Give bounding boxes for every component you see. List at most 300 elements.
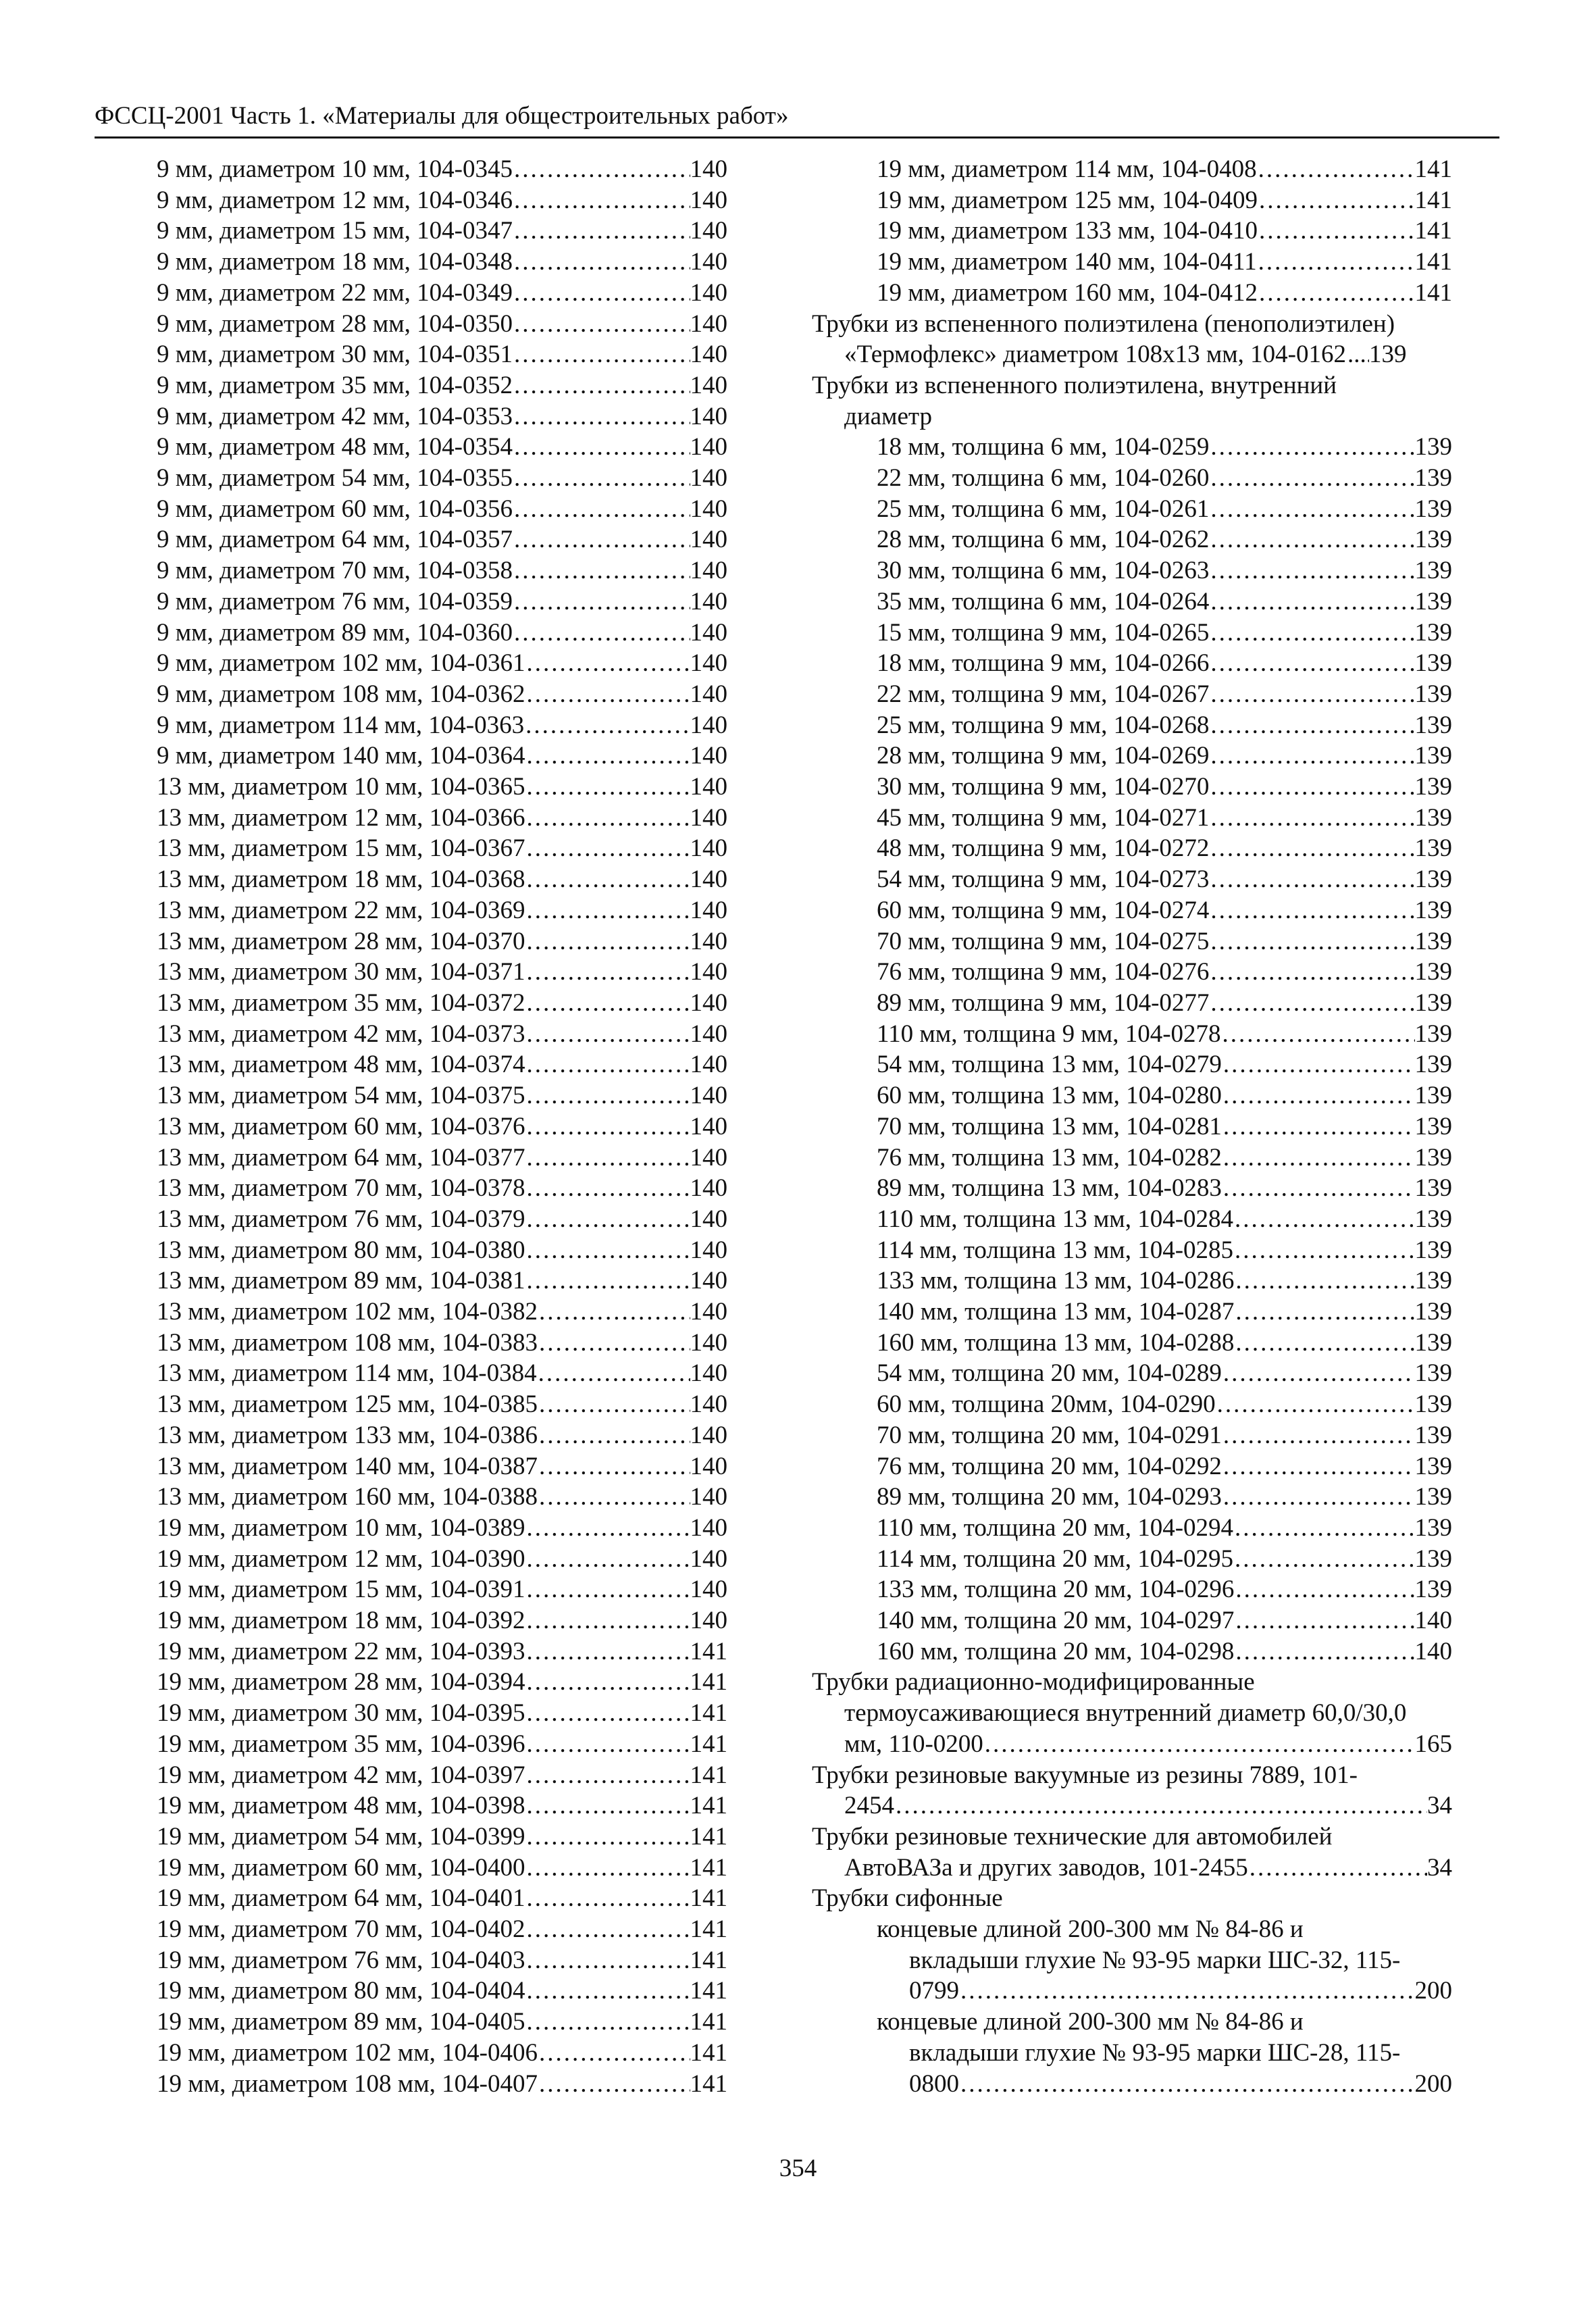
index-column-left (157, 154, 727, 2099)
entry-label: 9 мм, диаметром 22 мм, 104-0349 (157, 278, 513, 307)
index-entry (812, 1420, 1452, 1451)
dot-leader (1234, 1574, 1414, 1605)
dot-leader (1209, 586, 1414, 618)
entry-label: «Термофлекс» диаметром 108х13 мм, 104-0162 (844, 341, 1346, 369)
index-entry (157, 1729, 727, 1760)
dot-leader (1222, 1358, 1415, 1389)
entry-label: 13 мм, диаметром 89 мм, 104-0381 (157, 1267, 525, 1295)
entry-page: 141 (690, 1699, 727, 1728)
dot-leader (525, 1667, 690, 1698)
dot-leader (1209, 494, 1414, 525)
entry-page: 34 (1427, 1853, 1452, 1882)
dot-leader (1258, 185, 1415, 216)
entry-page: 140 (690, 1112, 727, 1140)
entry-page: 140 (690, 402, 727, 430)
index-entry (812, 618, 1452, 649)
entry-page: 139 (1414, 1544, 1452, 1573)
entry-page: 141 (690, 1977, 727, 2005)
entry-label: 60 мм, толщина 9 мм, 104-0274 (877, 896, 1210, 924)
index-entry (157, 494, 727, 525)
entry-page: 139 (1414, 433, 1452, 461)
dot-leader (525, 803, 690, 834)
entry-page: 141 (690, 1792, 727, 1820)
entry-label: 15 мм, толщина 9 мм, 104-0265 (877, 618, 1210, 647)
dot-leader (525, 1790, 690, 1821)
entry-page: 140 (690, 1390, 727, 1419)
dot-leader (513, 309, 690, 340)
index-entry (812, 710, 1452, 741)
entry-page: 140 (690, 587, 727, 615)
entry-page: 140 (1414, 1637, 1452, 1665)
index-entry (157, 833, 727, 864)
entry-label: 30 мм, толщина 9 мм, 104-0270 (877, 773, 1210, 801)
dot-leader (513, 216, 690, 247)
dot-leader (525, 1698, 690, 1729)
index-entry (157, 1513, 727, 1544)
entry-page: 141 (690, 1853, 727, 1882)
index-entry (812, 1853, 1452, 1884)
dot-leader (1233, 1204, 1414, 1235)
entry-page: 140 (690, 1452, 727, 1480)
dot-leader (538, 2038, 690, 2069)
entry-label: 70 мм, толщина 20 мм, 104-0291 (877, 1421, 1222, 1449)
entry-page: 139 (1414, 958, 1452, 986)
dot-leader (1257, 154, 1415, 185)
index-entry (812, 1636, 1452, 1667)
index-entry (812, 1265, 1452, 1297)
entry-page: 140 (690, 309, 727, 338)
entry-label: 9 мм, диаметром 10 мм, 104-0345 (157, 155, 513, 183)
index-entry (812, 1729, 1452, 1760)
dot-leader (513, 524, 690, 555)
entry-label: 48 мм, толщина 9 мм, 104-0272 (877, 834, 1210, 863)
entry-page: 140 (690, 1020, 727, 1048)
entry-page: 200 (1414, 1977, 1452, 2005)
dot-leader (525, 1513, 690, 1544)
entry-label: 160 мм, толщина 20 мм, 104-0298 (877, 1637, 1235, 1665)
index-entry (812, 864, 1452, 895)
entry-label: 9 мм, диаметром 108 мм, 104-0362 (157, 680, 525, 708)
entry-label: 70 мм, толщина 13 мм, 104-0281 (877, 1112, 1222, 1140)
index-entry (812, 1451, 1452, 1482)
index-entry (157, 1265, 727, 1297)
entry-page: 140 (690, 186, 727, 214)
dot-leader (1222, 1482, 1415, 1513)
entry-page: 139 (1414, 495, 1452, 523)
entry-label: 140 мм, толщина 13 мм, 104-0287 (877, 1298, 1235, 1326)
index-entry (812, 1049, 1452, 1080)
entry-page: 140 (690, 988, 727, 1017)
dot-leader (525, 1976, 690, 2007)
dot-leader (525, 1019, 690, 1050)
index-entry (812, 1574, 1452, 1605)
dot-leader (525, 1574, 690, 1605)
entry-label: 9 мм, диаметром 28 мм, 104-0350 (157, 309, 513, 338)
entry-label: 9 мм, диаметром 140 мм, 104-0364 (157, 742, 525, 770)
index-entry (812, 586, 1452, 618)
entry-page: 140 (690, 557, 727, 585)
dot-leader (525, 1111, 690, 1142)
entry-page: 140 (690, 834, 727, 863)
entry-label: 9 мм, диаметром 30 мм, 104-0351 (157, 341, 513, 369)
entry-page: 140 (690, 1298, 727, 1326)
entry-page: 139 (1414, 618, 1452, 647)
index-entry (812, 216, 1452, 247)
dot-leader (1209, 833, 1414, 864)
index-entry (157, 1420, 727, 1451)
entry-label: 19 мм, диаметром 140 мм, 104-0411 (877, 248, 1257, 276)
entry-page: 141 (1414, 217, 1452, 245)
dot-leader (525, 679, 690, 710)
entry-page: 139 (1414, 773, 1452, 801)
dot-leader (1209, 679, 1414, 710)
entry-page: 139 (1414, 1112, 1452, 1140)
entry-label: 13 мм, диаметром 42 мм, 104-0373 (157, 1020, 525, 1048)
dot-leader (1222, 1049, 1415, 1080)
entry-label: 114 мм, толщина 20 мм, 104-0295 (877, 1544, 1234, 1573)
entry-label: 19 мм, диаметром 76 мм, 104-0403 (157, 1946, 525, 1974)
entry-label: 13 мм, диаметром 114 мм, 104-0384 (157, 1359, 537, 1388)
index-entry (812, 555, 1452, 586)
index-entry (157, 988, 727, 1019)
entry-label: 76 мм, толщина 13 мм, 104-0282 (877, 1143, 1222, 1172)
dot-leader (538, 1328, 690, 1359)
entry-label: 0799 (909, 1977, 959, 2005)
dot-leader (538, 1389, 690, 1420)
entry-label: 19 мм, диаметром 12 мм, 104-0390 (157, 1544, 525, 1573)
index-entry (157, 1574, 727, 1605)
index-entry (157, 1821, 727, 1853)
dot-leader (513, 432, 690, 463)
dot-leader (894, 1790, 1427, 1821)
page-number: 354 (779, 2155, 817, 2182)
dot-leader (538, 1451, 690, 1482)
index-entry (157, 1883, 727, 1914)
dot-leader (525, 957, 690, 988)
index-entry (812, 1790, 1452, 1821)
entry-label: 45 мм, толщина 9 мм, 104-0271 (877, 803, 1210, 832)
index-entry (812, 1513, 1452, 1544)
dot-leader (525, 1142, 690, 1174)
index-entry (157, 740, 727, 772)
index-entry (157, 432, 727, 463)
entry-label: 19 мм, диаметром 28 мм, 104-0394 (157, 1668, 525, 1696)
index-entry (812, 1605, 1452, 1636)
entry-page: 139 (1414, 711, 1452, 739)
dot-leader (513, 247, 690, 278)
index-heading: Трубки резиновые технические для автомобилей (812, 1822, 1333, 1851)
entry-label: 76 мм, толщина 9 мм, 104-0276 (877, 958, 1210, 986)
entry-label: 25 мм, толщина 9 мм, 104-0268 (877, 711, 1210, 739)
dot-leader (513, 401, 690, 432)
index-entry (157, 1173, 727, 1204)
entry-label: 13 мм, диаметром 76 мм, 104-0379 (157, 1205, 525, 1233)
index-entry (812, 988, 1452, 1019)
entry-label: 114 мм, толщина 13 мм, 104-0285 (877, 1236, 1234, 1264)
dot-leader (1258, 278, 1415, 309)
entry-label: 133 мм, толщина 20 мм, 104-0296 (877, 1576, 1235, 1604)
dot-leader (525, 1204, 690, 1235)
entry-label: 110 мм, толщина 9 мм, 104-0278 (877, 1020, 1221, 1048)
index-heading: термоусаживающиеся внутренний диаметр 60,0/30,0 (844, 1699, 1407, 1728)
entry-label: 110 мм, толщина 13 мм, 104-0284 (877, 1205, 1234, 1233)
entry-page: 140 (690, 618, 727, 647)
index-entry (157, 1049, 727, 1080)
entry-page: 140 (690, 371, 727, 399)
entry-page: 140 (690, 1082, 727, 1110)
entry-page: 139 (1414, 1359, 1452, 1388)
index-heading: диаметр (844, 402, 933, 430)
entry-page: 141 (690, 1668, 727, 1696)
entry-label: 9 мм, диаметром 54 мм, 104-0355 (157, 464, 513, 493)
entry-page: 139 (1414, 1298, 1452, 1326)
dot-leader (1248, 1853, 1427, 1884)
entry-label: 133 мм, толщина 13 мм, 104-0286 (877, 1267, 1235, 1295)
entry-page: 139 (1414, 1143, 1452, 1172)
entry-page: 140 (690, 1143, 727, 1172)
index-entry (157, 648, 727, 679)
entry-page: 140 (690, 803, 727, 832)
entry-label: 19 мм, диаметром 10 мм, 104-0389 (157, 1513, 525, 1542)
dot-leader (513, 586, 690, 618)
entry-label: 13 мм, диаметром 15 мм, 104-0367 (157, 834, 525, 863)
index-entry (812, 740, 1452, 772)
index-entry (157, 957, 727, 988)
index-entry (157, 586, 727, 618)
entry-page: 140 (690, 896, 727, 924)
index-entry (812, 1111, 1452, 1142)
entry-page: 141 (690, 2038, 727, 2067)
entry-page: 139 (1414, 1020, 1452, 1048)
entry-page: 140 (690, 1236, 727, 1264)
dot-leader (525, 2007, 690, 2038)
entry-page: 139 (1414, 680, 1452, 708)
entry-label: 76 мм, толщина 20 мм, 104-0292 (877, 1452, 1222, 1480)
entry-label: 9 мм, диаметром 18 мм, 104-0348 (157, 248, 513, 276)
index-entry (812, 1019, 1452, 1050)
entry-page: 139 (1414, 1421, 1452, 1449)
index-entry (157, 1111, 727, 1142)
entry-page: 34 (1427, 1792, 1452, 1820)
dot-leader (1209, 957, 1414, 988)
index-entry (157, 2069, 727, 2100)
dot-leader (1209, 524, 1414, 555)
index-entry (157, 154, 727, 185)
entry-label: 28 мм, толщина 9 мм, 104-0269 (877, 742, 1210, 770)
entry-page: 141 (690, 1822, 727, 1851)
entry-page: 140 (690, 680, 727, 708)
entry-label: 9 мм, диаметром 15 мм, 104-0347 (157, 217, 513, 245)
index-heading: Трубки радиационно-модифицированные (812, 1668, 1255, 1696)
index-entry (157, 1636, 727, 1667)
index-entry (812, 1328, 1452, 1359)
entry-label: 9 мм, диаметром 89 мм, 104-0360 (157, 618, 513, 647)
entry-label: 13 мм, диаметром 160 мм, 104-0388 (157, 1483, 538, 1511)
entry-page: 139 (1414, 1328, 1452, 1357)
entry-label: 140 мм, толщина 20 мм, 104-0297 (877, 1607, 1235, 1635)
index-entry (157, 618, 727, 649)
index-entry (157, 1451, 727, 1482)
dot-leader (525, 1605, 690, 1636)
dot-leader (525, 1945, 690, 1976)
index-entry (157, 1544, 727, 1575)
entry-page: 140 (690, 773, 727, 801)
entry-label: 13 мм, диаметром 102 мм, 104-0382 (157, 1298, 538, 1326)
index-entry (812, 524, 1452, 555)
entry-page: 140 (690, 1359, 727, 1388)
index-entry (812, 926, 1452, 957)
entry-page: 139 (1414, 803, 1452, 832)
index-entry (157, 370, 727, 401)
entry-label: 2454 (844, 1792, 894, 1820)
entry-page: 141 (1414, 186, 1452, 214)
entry-label: 9 мм, диаметром 76 мм, 104-0359 (157, 587, 513, 615)
entry-page: 140 (690, 1205, 727, 1233)
entry-label: 54 мм, толщина 13 мм, 104-0279 (877, 1051, 1222, 1079)
dot-leader (1222, 1420, 1415, 1451)
entry-label: 19 мм, диаметром 15 мм, 104-0391 (157, 1576, 525, 1604)
index-entry (812, 494, 1452, 525)
entry-page: 141 (690, 2008, 727, 2036)
dot-leader (525, 1173, 690, 1204)
entry-label: 13 мм, диаметром 54 мм, 104-0375 (157, 1082, 525, 1110)
entry-label: 13 мм, диаметром 12 мм, 104-0366 (157, 803, 525, 832)
index-entry (812, 1544, 1452, 1575)
entry-label: 35 мм, толщина 6 мм, 104-0264 (877, 587, 1210, 615)
entry-page: 140 (690, 341, 727, 369)
dot-leader (525, 1544, 690, 1575)
dot-leader (525, 1914, 690, 1945)
entry-label: 22 мм, толщина 9 мм, 104-0267 (877, 680, 1210, 708)
index-entry (812, 1389, 1452, 1420)
index-entry (157, 278, 727, 309)
dot-leader (513, 339, 690, 370)
dot-leader (513, 618, 690, 649)
dot-leader (1209, 895, 1414, 926)
dot-leader (1209, 772, 1414, 803)
entry-page: 139 (1414, 1390, 1452, 1419)
entry-label: 19 мм, диаметром 64 мм, 104-0401 (157, 1884, 525, 1913)
entry-page: 139 (1414, 1483, 1452, 1511)
entry-label: 89 мм, толщина 20 мм, 104-0293 (877, 1483, 1222, 1511)
index-entry (812, 1080, 1452, 1111)
entry-page: 140 (690, 217, 727, 245)
dot-leader (525, 833, 690, 864)
index-heading: концевые длиной 200-300 мм № 84-86 и (877, 1915, 1304, 1944)
entry-page: 140 (690, 155, 727, 183)
entry-page: 139 (1369, 341, 1407, 369)
dot-leader (1222, 1451, 1415, 1482)
index-entry (157, 803, 727, 834)
entry-page: 139 (1414, 1082, 1452, 1110)
index-entry (157, 1297, 727, 1328)
entry-label: 19 мм, диаметром 160 мм, 104-0412 (877, 278, 1258, 307)
index-entry (812, 185, 1452, 216)
entry-page: 141 (1414, 155, 1452, 183)
dot-leader (1234, 1297, 1414, 1328)
dot-leader (513, 278, 690, 309)
entry-page: 139 (1414, 649, 1452, 678)
entry-label: 19 мм, диаметром 102 мм, 104-0406 (157, 2038, 538, 2067)
entry-label: 19 мм, диаметром 108 мм, 104-0407 (157, 2069, 538, 2098)
entry-label: 13 мм, диаметром 28 мм, 104-0370 (157, 927, 525, 955)
entry-page: 140 (690, 927, 727, 955)
entry-label: 13 мм, диаметром 108 мм, 104-0383 (157, 1328, 538, 1357)
dot-leader (525, 1080, 690, 1111)
entry-label: 54 мм, толщина 20 мм, 104-0289 (877, 1359, 1222, 1388)
entry-label: 9 мм, диаметром 35 мм, 104-0352 (157, 371, 513, 399)
entry-label: 13 мм, диаметром 80 мм, 104-0380 (157, 1236, 525, 1264)
entry-page: 140 (690, 742, 727, 770)
index-heading: Трубки из вспененного полиэтилена (пенополиэтилен) (812, 309, 1395, 338)
entry-label: 13 мм, диаметром 35 мм, 104-0372 (157, 988, 525, 1017)
entry-page: 140 (690, 958, 727, 986)
entry-page: 140 (690, 649, 727, 678)
entry-page: 139 (1414, 834, 1452, 863)
index-entry (812, 1297, 1452, 1328)
dot-leader (1216, 1389, 1415, 1420)
index-entry (157, 1914, 727, 1945)
entry-page: 139 (1414, 557, 1452, 585)
entry-label: 19 мм, диаметром 114 мм, 104-0408 (877, 155, 1257, 183)
entry-page: 141 (1414, 278, 1452, 307)
entry-page: 140 (690, 1421, 727, 1449)
index-entry (157, 1080, 727, 1111)
index-entry (812, 1482, 1452, 1513)
entry-label: 13 мм, диаметром 30 мм, 104-0371 (157, 958, 525, 986)
index-heading: вкладыши глухие № 93-95 марки ШС-32, 115- (909, 1946, 1401, 1974)
index-heading: Трубки резиновые вакуумные из резины 7889, 101- (812, 1761, 1358, 1789)
dot-leader (1209, 648, 1414, 679)
index-entry (157, 339, 727, 370)
dot-leader (1234, 1605, 1414, 1636)
entry-page: 139 (1414, 526, 1452, 554)
dot-leader (525, 1853, 690, 1884)
dot-leader (1209, 710, 1414, 741)
dot-leader (525, 864, 690, 895)
entry-label: 60 мм, толщина 13 мм, 104-0280 (877, 1082, 1222, 1110)
dot-leader (1346, 339, 1369, 370)
entry-label: 19 мм, диаметром 22 мм, 104-0393 (157, 1637, 525, 1665)
entry-label: 70 мм, толщина 9 мм, 104-0275 (877, 927, 1210, 955)
index-entry (812, 1358, 1452, 1389)
index-entry (157, 1605, 727, 1636)
dot-leader (1233, 1513, 1414, 1544)
entry-page: 139 (1414, 587, 1452, 615)
index-heading: Трубки сифонные (812, 1884, 1003, 1913)
index-entry (157, 216, 727, 247)
index-heading: Трубки из вспененного полиэтилена, внутренний (812, 371, 1337, 399)
entry-page: 139 (1414, 1513, 1452, 1542)
dot-leader (1209, 803, 1414, 834)
index-entry (157, 926, 727, 957)
entry-page: 141 (690, 1915, 727, 1944)
entry-page: 139 (1414, 1236, 1452, 1264)
entry-page: 141 (690, 1884, 727, 1913)
index-entry (157, 1204, 727, 1235)
entry-label: 160 мм, толщина 13 мм, 104-0288 (877, 1328, 1235, 1357)
entry-label: 13 мм, диаметром 70 мм, 104-0378 (157, 1174, 525, 1203)
index-entry (157, 1698, 727, 1729)
dot-leader (525, 988, 690, 1019)
index-entry (812, 833, 1452, 864)
dot-leader (1209, 926, 1414, 957)
index-entry (812, 957, 1452, 988)
dot-leader (1222, 1142, 1415, 1174)
entry-label: 9 мм, диаметром 102 мм, 104-0361 (157, 649, 525, 678)
dot-leader (1233, 1544, 1414, 1575)
entry-page: 140 (690, 526, 727, 554)
